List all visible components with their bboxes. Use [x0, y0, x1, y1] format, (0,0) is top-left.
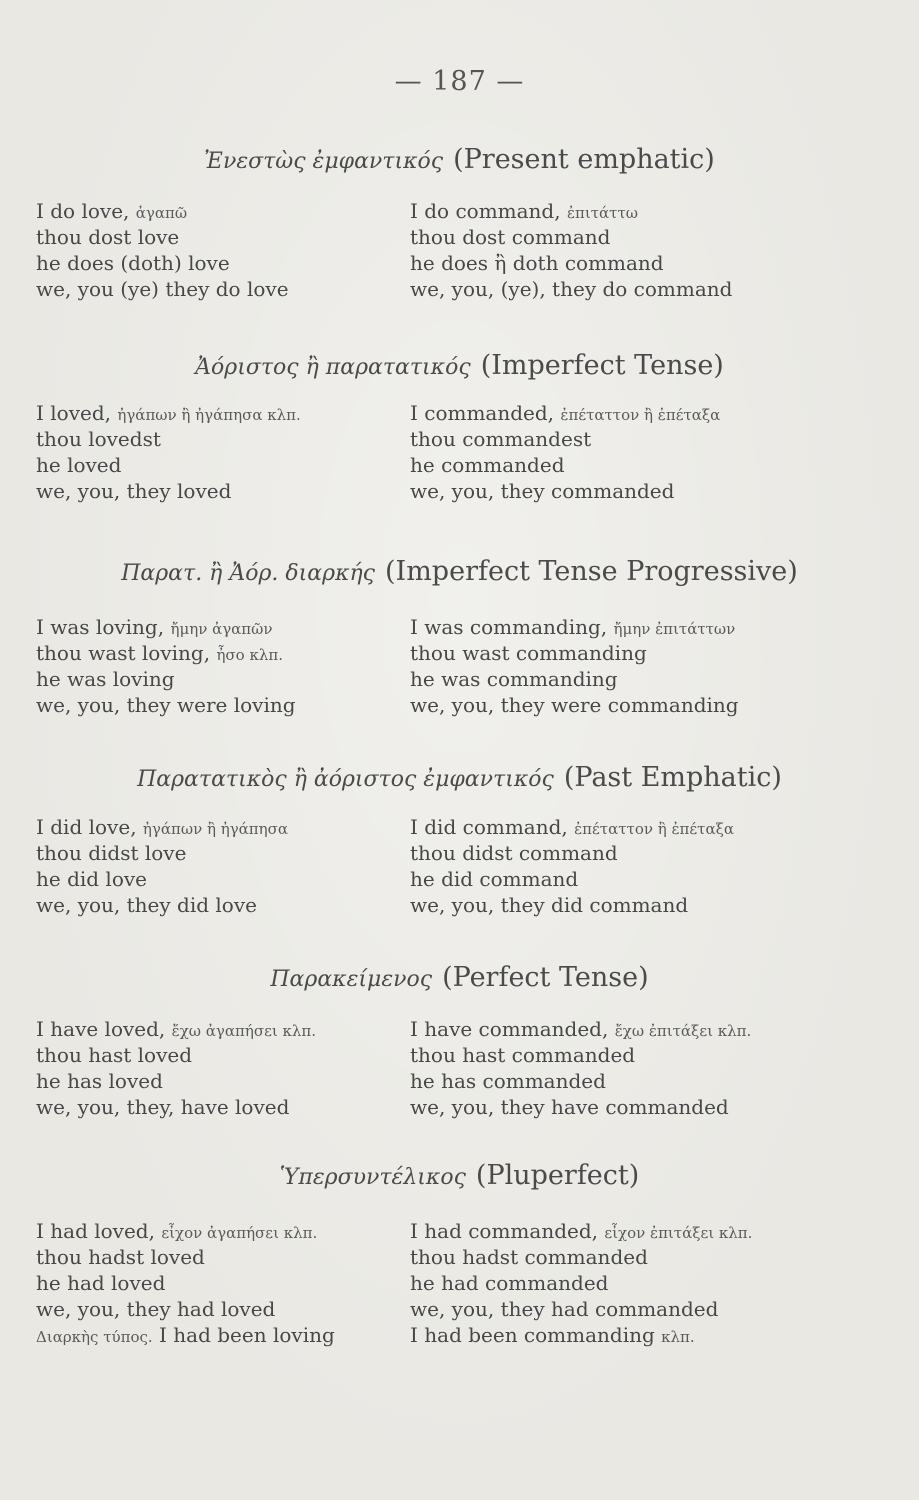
- conjugation-line: [410, 1218, 830, 1244]
- conjugation-line: [36, 1094, 406, 1120]
- conjugation-line: [36, 640, 406, 666]
- english-form: thou hast loved: [36, 1043, 193, 1067]
- english-form: thou hast commanded: [410, 1043, 636, 1067]
- english-form: we, you, they did love: [36, 893, 257, 917]
- greek-form: ἐπέταττον ἢ ἐπέταξα: [574, 820, 734, 838]
- english-form: we, you, they loved: [36, 479, 232, 503]
- conjugation-line: [410, 478, 830, 504]
- english-form: I did love,: [36, 815, 137, 839]
- conjugation-line: [36, 250, 406, 276]
- english-form: he loved: [36, 453, 122, 477]
- conjugation-line: [36, 276, 406, 302]
- conjugation-line: [410, 1094, 830, 1120]
- conjugation-line: [410, 400, 830, 426]
- conjugation-line: [36, 452, 406, 478]
- greek-form: εἶχον ἀγαπήσει κλπ.: [161, 1224, 318, 1242]
- heading-english: (Imperfect Tense): [480, 350, 724, 381]
- english-form: I was commanding,: [410, 615, 608, 639]
- english-form: he does (doth) love: [36, 251, 230, 275]
- english-form: I do command,: [410, 199, 561, 223]
- right-column: [410, 400, 830, 504]
- english-form: I had been commanding: [410, 1323, 655, 1347]
- conjugation-line: [36, 1296, 406, 1322]
- conjugation-line: [410, 840, 830, 866]
- english-form: we, you, they were loving: [36, 693, 296, 717]
- greek-form: ἔχω ἐπιτάξει κλπ.: [614, 1022, 752, 1040]
- conjugation-line: [36, 1042, 406, 1068]
- conjugation-line: [36, 198, 406, 224]
- conjugation-line: [410, 614, 830, 640]
- heading-english: (Past Emphatic): [563, 762, 782, 793]
- left-column: [36, 814, 406, 918]
- conjugation-line: [36, 1322, 406, 1348]
- english-form: I loved,: [36, 401, 111, 425]
- conjugation-line: [410, 666, 830, 692]
- english-form: I was loving,: [36, 615, 165, 639]
- english-form: we, you, they, have loved: [36, 1095, 290, 1119]
- english-form: I had loved,: [36, 1219, 155, 1243]
- greek-form: ἀγαπῶ: [135, 204, 188, 222]
- conjugation-line: [36, 614, 406, 640]
- english-form: he had commanded: [410, 1271, 609, 1295]
- english-form: I do love,: [36, 199, 130, 223]
- english-form: thou dost command: [410, 225, 611, 249]
- heading-greek: Παρατατικὸς ἢ ἀόριστος ἐμφαντικός: [137, 767, 554, 792]
- left-column: [36, 198, 406, 302]
- section-heading: [0, 1160, 919, 1191]
- conjugation-line: [410, 1296, 830, 1322]
- conjugation-line: [36, 426, 406, 452]
- left-column: [36, 614, 406, 718]
- english-form: we, you, (ye), they do command: [410, 277, 733, 301]
- greek-form: ἐπιτάττω: [566, 204, 639, 222]
- english-form: we, you, they did command: [410, 893, 689, 917]
- section-heading: [0, 962, 919, 993]
- english-form: he does ἢ doth command: [410, 251, 664, 275]
- heading-english: (Pluperfect): [475, 1160, 640, 1191]
- greek-form: ἤμην ἐπιτάττων: [613, 620, 736, 638]
- conjugation-line: [410, 1244, 830, 1270]
- greek-form: κλπ.: [661, 1328, 695, 1346]
- conjugation-line: [410, 276, 830, 302]
- greek-form: ἠγάπων ἢ ἠγάπησα κλπ.: [117, 406, 301, 424]
- greek-form: ἔχω ἀγαπήσει κλπ.: [171, 1022, 317, 1040]
- conjugation-line: [36, 892, 406, 918]
- english-form: thou commandest: [410, 427, 592, 451]
- page-number: — 187 —: [394, 66, 525, 97]
- conjugation-line: [36, 1270, 406, 1296]
- english-form: thou didst love: [36, 841, 187, 865]
- conjugation-line: [36, 866, 406, 892]
- conjugation-line: [410, 250, 830, 276]
- section-heading: [0, 350, 919, 381]
- section-heading: [0, 144, 919, 175]
- left-column: [36, 1218, 406, 1348]
- english-form: he did love: [36, 867, 148, 891]
- english-form: thou hadst loved: [36, 1245, 205, 1269]
- english-form: he was commanding: [410, 667, 618, 691]
- english-form: I had commanded,: [410, 1219, 598, 1243]
- heading-greek: Ὑπερσυντέλικος: [279, 1165, 466, 1190]
- english-form: thou didst command: [410, 841, 618, 865]
- english-form: he did command: [410, 867, 579, 891]
- conjugation-line: [36, 1244, 406, 1270]
- conjugation-line: [36, 478, 406, 504]
- english-form: I have commanded,: [410, 1017, 609, 1041]
- conjugation-line: [36, 692, 406, 718]
- english-form: we, you, they had commanded: [410, 1297, 719, 1321]
- english-form: he was loving: [36, 667, 175, 691]
- conjugation-line: [36, 1068, 406, 1094]
- conjugation-line: [410, 640, 830, 666]
- right-column: [410, 814, 830, 918]
- left-column: [36, 400, 406, 504]
- greek-form: εἶχον ἐπιτάξει κλπ.: [604, 1224, 753, 1242]
- conjugation-line: [410, 1270, 830, 1296]
- conjugation-line: [36, 1218, 406, 1244]
- conjugation-line: [36, 400, 406, 426]
- english-form: he commanded: [410, 453, 565, 477]
- conjugation-line: [36, 814, 406, 840]
- section-heading: [0, 556, 919, 587]
- left-column: [36, 1016, 406, 1120]
- conjugation-line: [410, 692, 830, 718]
- conjugation-line: [410, 452, 830, 478]
- right-column: [410, 1218, 830, 1348]
- conjugation-line: [410, 426, 830, 452]
- greek-form: ἤμην ἀγαπῶν: [170, 620, 273, 638]
- english-form: thou wast loving,: [36, 641, 211, 665]
- conjugation-line: [410, 1068, 830, 1094]
- heading-english: (Imperfect Tense Progressive): [385, 556, 798, 587]
- right-column: [410, 614, 830, 718]
- conjugation-line: [410, 1042, 830, 1068]
- english-form: we, you, they had loved: [36, 1297, 276, 1321]
- heading-greek: Ἐνεστὼς ἐμφαντικός: [204, 149, 444, 174]
- heading-greek: Παρατ. ἢ Ἀόρ. διαρκής: [121, 561, 375, 586]
- greek-form: Διαρκὴς τύπος.: [36, 1328, 153, 1346]
- greek-form: ἐπέταττον ἢ ἐπέταξα: [560, 406, 721, 424]
- conjugation-line: [36, 666, 406, 692]
- english-form: thou dost love: [36, 225, 180, 249]
- heading-english: (Present emphatic): [453, 144, 715, 175]
- english-form: thou wast commanding: [410, 641, 647, 665]
- conjugation-line: [410, 1322, 830, 1348]
- greek-form: ἠγάπων ἢ ἠγάπησα: [142, 820, 289, 838]
- english-form: I did command,: [410, 815, 568, 839]
- conjugation-line: [410, 866, 830, 892]
- heading-greek: Ἀόριστος ἢ παρατατικός: [195, 355, 471, 380]
- conjugation-line: [410, 224, 830, 250]
- english-form: he has commanded: [410, 1069, 606, 1093]
- english-form: we, you, they have commanded: [410, 1095, 729, 1119]
- greek-form: ἦσο κλπ.: [216, 646, 283, 664]
- english-form: we, you, they were commanding: [410, 693, 739, 717]
- english-form: we, you, they commanded: [410, 479, 675, 503]
- english-form: I have loved,: [36, 1017, 166, 1041]
- conjugation-line: [410, 1016, 830, 1042]
- english-form: he has loved: [36, 1069, 163, 1093]
- conjugation-line: [36, 840, 406, 866]
- conjugation-line: [410, 198, 830, 224]
- conjugation-line: [36, 1016, 406, 1042]
- heading-greek: Παρακείμενος: [270, 967, 433, 992]
- english-form: thou lovedst: [36, 427, 161, 451]
- english-form: I commanded,: [410, 401, 555, 425]
- conjugation-line: [410, 892, 830, 918]
- english-form: he had loved: [36, 1271, 166, 1295]
- right-column: [410, 1016, 830, 1120]
- right-column: [410, 198, 830, 302]
- heading-english: (Perfect Tense): [442, 962, 649, 993]
- english-form: we, you (ye) they do love: [36, 277, 289, 301]
- conjugation-line: [36, 224, 406, 250]
- section-heading: [0, 762, 919, 793]
- conjugation-line: [410, 814, 830, 840]
- english-form: thou hadst commanded: [410, 1245, 648, 1269]
- english-form: I had been loving: [159, 1323, 335, 1347]
